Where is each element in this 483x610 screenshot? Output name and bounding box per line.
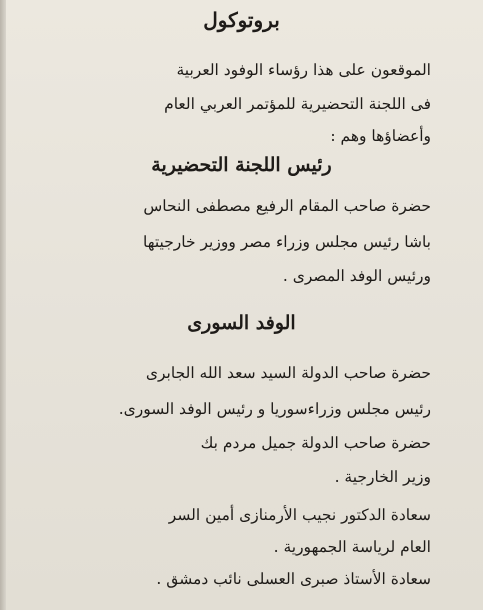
committee-line-3: ورئيس الوفد المصرى . — [282, 267, 431, 285]
syria-line-2: رئيس مجلس وزراءسوريا و رئيس الوفد السورى. — [118, 400, 431, 418]
intro-line-1: الموقعون على هذا رؤساء الوفود العربية — [176, 61, 431, 79]
intro-line-2: فى اللجنة التحضيرية للمؤتمر العربي العام — [164, 95, 431, 113]
syria-line-1: حضرة صاحب الدولة السيد سعد الله الجابرى — [145, 364, 431, 382]
syria-line-4: وزير الخارجية . — [334, 468, 431, 486]
committee-line-2: باشا رئيس مجلس وزراء مصر ووزير خارجيتها — [142, 233, 431, 251]
page-edge-shadow — [0, 0, 6, 610]
syria-line-3: حضرة صاحب الدولة جميل مردم بك — [200, 434, 431, 452]
syria-line-6: العام لرياسة الجمهورية . — [273, 538, 431, 556]
syria-line-7: سعادة الأستاذ صبرى العسلى نائب دمشق . — [156, 570, 431, 588]
syria-heading: الوفد السورى — [187, 312, 296, 334]
committee-heading: رئيس اللجنة التحضيرية — [151, 154, 332, 176]
syria-line-5: سعادة الدكتور نجيب الأرمنازى أمين السر — [168, 506, 431, 524]
committee-line-1: حضرة صاحب المقام الرفيع مصطفى النحاس — [143, 197, 431, 215]
intro-line-3: وأعضاؤها وهم : — [330, 127, 431, 145]
document-title: بروتوكول — [203, 8, 280, 32]
